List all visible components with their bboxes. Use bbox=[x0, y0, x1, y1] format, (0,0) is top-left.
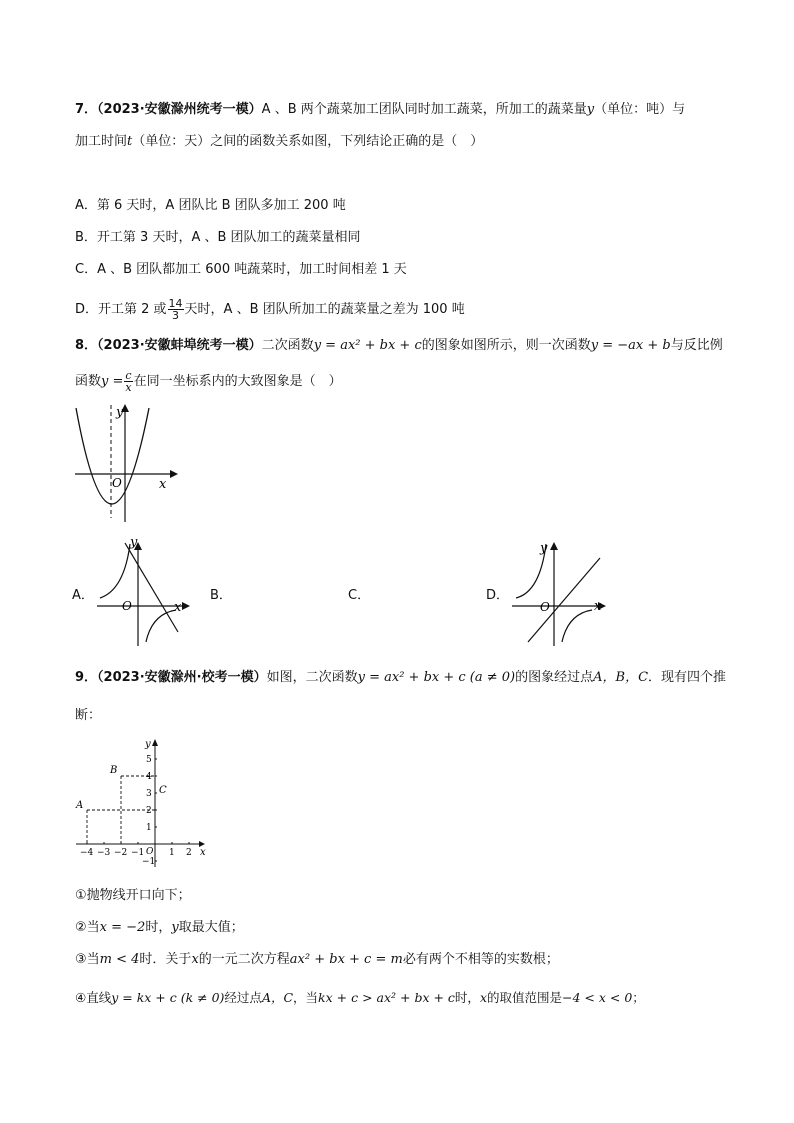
q9-x-tick-2: 2 bbox=[186, 848, 192, 858]
q8-parabola-figure bbox=[70, 400, 180, 525]
q9-text-c: ．现有四个推 bbox=[648, 670, 727, 685]
q9-s3-c: 的一元二次方程 bbox=[198, 952, 290, 967]
q9-s2-b: 时， bbox=[145, 920, 172, 935]
q9-s3-a: ③当 bbox=[75, 952, 100, 967]
q9-s3-b: 时．关于 bbox=[139, 952, 192, 967]
q7-var-t: t bbox=[127, 134, 133, 149]
q7-fraction-num: 14 bbox=[168, 297, 183, 310]
q9-y-tick-2: 2 bbox=[146, 806, 152, 816]
q9-points: A，B，C bbox=[593, 670, 649, 685]
q8-line1 bbox=[75, 336, 723, 356]
q8-a-origin: O bbox=[122, 599, 132, 613]
q8-line2-a: 函数 bbox=[75, 374, 102, 389]
q9-eq: y = ax² + bx + c (a ≠ 0) bbox=[357, 670, 516, 685]
q9-coordinate-figure bbox=[72, 735, 212, 875]
q8-line2 bbox=[75, 370, 342, 393]
q9-s4-b: 经过点 bbox=[224, 990, 262, 1005]
q7-line2-tail: （单位：天）之间的函数关系如图，下列结论正确的是（ ） bbox=[132, 134, 484, 149]
q9-statement-3 bbox=[75, 950, 559, 970]
q9-s2-eq: x = −2 bbox=[99, 920, 146, 935]
q8-text-b: 的图象如图所示，则一次函数 bbox=[421, 338, 591, 353]
q7-option-d-head: D．开工第 2 或 bbox=[75, 302, 167, 317]
q9-s4-x: x bbox=[479, 990, 487, 1005]
q9-y-tick-1: 1 bbox=[146, 823, 152, 833]
q8-option-d-label: D． bbox=[486, 588, 510, 603]
q7-line2-head: 加工时间 bbox=[75, 134, 128, 149]
q8-option-c-label: C． bbox=[348, 588, 371, 603]
q8-fraction-num: c bbox=[125, 369, 132, 382]
q9-point-c: C bbox=[159, 785, 167, 796]
q9-line1 bbox=[75, 668, 726, 688]
q9-origin: O bbox=[146, 847, 154, 857]
q8-a-x-label: x bbox=[174, 600, 182, 615]
q9-y-tick-neg1: −1 bbox=[142, 857, 156, 867]
q9-point-b: B bbox=[110, 765, 118, 776]
q9-text-b: 的图象经过点 bbox=[515, 670, 594, 685]
q9-s4-d: 时， bbox=[454, 990, 480, 1005]
q8-option-a-label: A． bbox=[72, 588, 94, 603]
q8-d-y-label: y bbox=[540, 541, 548, 556]
q9-line2: 断： bbox=[75, 708, 102, 723]
q8-source: 8．（2023·安徽蚌埠统考一模） bbox=[75, 338, 262, 353]
q8-line2-b: 在同一坐标系内的大致图象是（ ） bbox=[133, 374, 342, 389]
q9-s4-f: ； bbox=[632, 990, 645, 1005]
q8-eq-quadratic: y = ax² + bx + c bbox=[313, 338, 422, 353]
q7-line2 bbox=[75, 132, 483, 152]
q9-s4-eq: y = kx + c (k ≠ 0) bbox=[111, 990, 225, 1005]
q9-text-a: 如图，二次函数 bbox=[266, 670, 358, 685]
q7-var-y: y bbox=[586, 102, 595, 117]
q9-x-label: x bbox=[200, 847, 206, 858]
q9-source: 9．（2023·安徽滁州·校考一模） bbox=[75, 670, 267, 685]
q9-s4-ineq: kx + c > ax² + bx + c bbox=[318, 990, 455, 1005]
q8-fraction bbox=[124, 370, 132, 393]
q9-s3-eq: m < 4 bbox=[99, 952, 140, 967]
q9-x-tick-neg1: −1 bbox=[131, 848, 145, 858]
q9-s3-x: x bbox=[191, 952, 199, 967]
q9-x-tick-1: 1 bbox=[169, 848, 175, 858]
q9-x-tick-neg4: −4 bbox=[80, 848, 94, 858]
q8-d-origin: O bbox=[540, 600, 550, 614]
q8-text-c: 与反比例 bbox=[670, 338, 723, 353]
q9-point-a: A bbox=[76, 800, 84, 811]
q9-y-tick-5: 5 bbox=[146, 755, 152, 765]
q7-fraction-den: 3 bbox=[172, 309, 180, 322]
q8-option-a-graph bbox=[92, 535, 192, 648]
q8-eq-y: y = bbox=[101, 374, 124, 389]
q9-y-tick-4: 4 bbox=[146, 772, 152, 782]
q8-d-x-label: x bbox=[594, 599, 602, 614]
q8-fraction-den: x bbox=[125, 381, 132, 394]
q8-a-y-label: y bbox=[130, 535, 138, 550]
q9-s2-c: 取最大值； bbox=[178, 920, 244, 935]
q7-option-b: B．开工第 3 天时，A 、B 团队加工的蔬菜量相同 bbox=[75, 230, 361, 245]
q9-s4-a: ④直线 bbox=[75, 990, 112, 1005]
q8-fig-x-label: x bbox=[159, 477, 167, 492]
q9-statement-4 bbox=[75, 988, 645, 1008]
q7-line1 bbox=[75, 100, 685, 120]
q8-fig-y-label: y bbox=[116, 405, 124, 420]
q9-s4-pts: A，C bbox=[261, 990, 294, 1005]
q8-eq-linear: y = −ax + b bbox=[590, 338, 671, 353]
q7-text-tail: （单位：吨）与 bbox=[594, 102, 686, 117]
q9-statement-2 bbox=[75, 918, 244, 938]
q9-s4-range: −4 < x < 0 bbox=[562, 990, 633, 1005]
q8-option-b-label: B． bbox=[210, 588, 232, 603]
q8-text-a: 二次函数 bbox=[261, 338, 314, 353]
q9-x-tick-neg2: −2 bbox=[114, 848, 128, 858]
q7-text: A 、B 两个蔬菜加工团队同时加工蔬菜，所加工的蔬菜量 bbox=[261, 102, 587, 117]
q8-option-d-graph bbox=[510, 538, 610, 648]
q7-fraction bbox=[168, 298, 184, 321]
q7-option-d bbox=[75, 298, 465, 321]
q7-option-c: C．A 、B 团队都加工 600 吨蔬菜时，加工时间相差 1 天 bbox=[75, 262, 407, 277]
q7-option-d-tail: 天时，A 、B 团队所加工的蔬菜量之差为 100 吨 bbox=[184, 302, 465, 317]
q9-x-tick-neg3: −3 bbox=[97, 848, 111, 858]
q9-statement-1: ①抛物线开口向下； bbox=[75, 888, 191, 903]
q7-source: 7．（2023·安徽滁州统考一模） bbox=[75, 102, 262, 117]
q9-y-label: y bbox=[145, 739, 151, 750]
q9-s2-y: y bbox=[171, 920, 179, 935]
q9-s3-d: 必有两个不相等的实数根； bbox=[402, 952, 559, 967]
q9-y-tick-3: 3 bbox=[146, 789, 152, 799]
q9-s2-a: ②当 bbox=[75, 920, 100, 935]
q9-s4-e: 的取值范围是 bbox=[487, 990, 563, 1005]
q9-s4-c: ，当 bbox=[293, 990, 319, 1005]
q9-s3-eq2: ax² + bx + c = m bbox=[289, 952, 403, 967]
q7-option-a: A．第 6 天时，A 团队比 B 团队多加工 200 吨 bbox=[75, 198, 346, 213]
q8-fig-origin: O bbox=[112, 476, 122, 490]
